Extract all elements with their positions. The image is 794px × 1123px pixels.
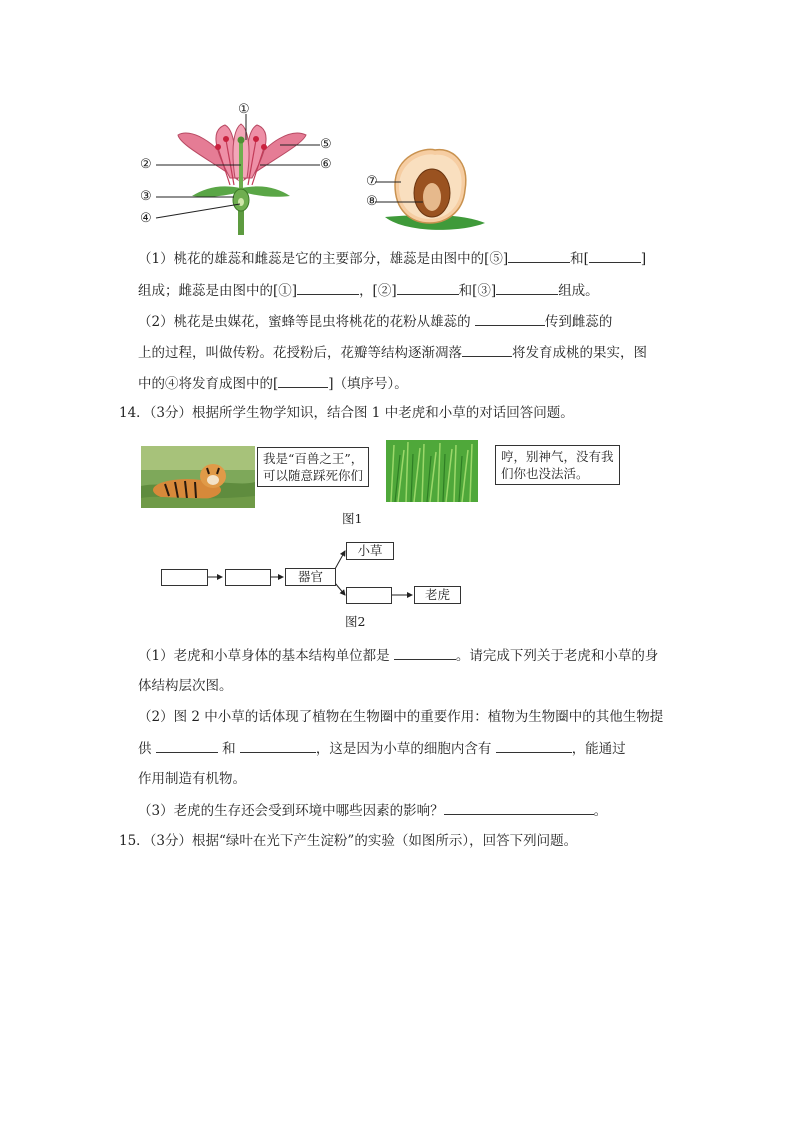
q14-part2-line1 xyxy=(138,707,678,727)
flower-label-5: ⑤ xyxy=(320,137,332,152)
answer-blank[interactable] xyxy=(589,248,641,263)
text: 将发育成桃的果实，图 xyxy=(512,345,647,361)
text: ，[ xyxy=(359,283,378,299)
answer-blank[interactable] xyxy=(394,645,456,660)
figure-1-caption: 图1 xyxy=(342,511,363,526)
tiger-photo xyxy=(141,446,255,508)
text: ] xyxy=(291,283,298,299)
answer-blank[interactable] xyxy=(496,738,572,753)
q14-title: 14．（3分）根据所学生物学知识，结合图 1 中老虎和小草的对话回答问题。 xyxy=(119,405,574,421)
text: （1）桃花的雄蕊和雌蕊是它的主要部分，雄蕊是由图中的[ xyxy=(138,251,490,267)
q13-part2-line1 xyxy=(138,311,678,332)
q13-part1-line1 xyxy=(138,248,678,269)
text: ，这是因为小草的细胞内含有 xyxy=(315,741,492,757)
q13-part2-line2 xyxy=(138,342,678,363)
q14-part3 xyxy=(138,800,678,821)
text: 中的 xyxy=(138,376,165,392)
text: 上的过程，叫做传粉。花授粉后，花瓣等结构逐渐凋落 xyxy=(138,345,462,361)
circled-number: ⑤ xyxy=(489,251,503,267)
text: ，能通过 xyxy=(571,741,626,757)
peach-flower-figure xyxy=(130,100,350,235)
flower-label-6: ⑥ xyxy=(320,157,332,172)
fruit-label-8: ⑧ xyxy=(366,194,378,209)
text: 组成；雌蕊是由图中的[ xyxy=(138,283,279,299)
text: ]（填序号）。 xyxy=(328,376,408,392)
hierarchy-box-organ: 器官 xyxy=(285,568,336,586)
fruit-label-7: ⑦ xyxy=(366,174,378,189)
q14-part2-line2 xyxy=(138,738,678,759)
answer-blank[interactable] xyxy=(475,311,545,326)
text: 和[ xyxy=(458,283,478,299)
text: 。请完成下列关于老虎和小草的身 xyxy=(455,648,659,664)
text: （1）老虎和小草身体的基本结构单位都是 xyxy=(138,648,390,664)
flower-label-2: ② xyxy=(140,157,152,172)
text: 供 xyxy=(138,741,152,757)
text: 和 xyxy=(222,741,236,757)
grass-speech-bubble xyxy=(495,445,620,485)
answer-blank[interactable] xyxy=(240,738,316,753)
circled-number: ② xyxy=(377,283,392,299)
hierarchy-blank-box-system[interactable] xyxy=(346,587,392,604)
speech-line: 哼，别神气，没有我 xyxy=(501,449,614,464)
flower-label-1: ① xyxy=(238,102,250,117)
answer-blank[interactable] xyxy=(444,800,594,815)
answer-blank[interactable] xyxy=(508,248,570,263)
speech-line: 们你也没法活。 xyxy=(501,466,589,481)
q15-title: 15．（3分）根据“绿叶在光下产生淀粉”的实验（如图所示），回答下列问题。 xyxy=(119,833,578,849)
q14-part2-line3: 作用制造有机物。 xyxy=(138,771,246,787)
speech-line: 我是“百兽之王”， xyxy=(263,451,364,466)
hierarchy-blank-box-cell[interactable] xyxy=(161,569,208,586)
hierarchy-blank-box-tissue[interactable] xyxy=(225,569,271,586)
circled-number: ④ xyxy=(165,376,179,392)
figure-2-caption: 图2 xyxy=(345,614,366,629)
answer-blank[interactable] xyxy=(278,373,328,388)
text: 将发育成图中的[ xyxy=(178,376,279,392)
q13-part2-line3 xyxy=(138,373,678,394)
answer-blank[interactable] xyxy=(397,280,459,295)
hierarchy-box-grass: 小草 xyxy=(346,542,394,560)
speech-line: 可以随意踩死你们 xyxy=(263,468,364,483)
text: ] xyxy=(640,251,647,267)
answer-blank[interactable] xyxy=(297,280,359,295)
hierarchy-box-tiger: 老虎 xyxy=(414,586,461,604)
q14-part1-line1 xyxy=(138,645,678,666)
text: 组成。 xyxy=(558,283,599,299)
answer-blank[interactable] xyxy=(156,738,218,753)
text: 。 xyxy=(593,803,608,819)
q14-part1-line2: 体结构层次图。 xyxy=(138,678,233,694)
text: ] xyxy=(490,283,497,299)
answer-blank[interactable] xyxy=(462,342,512,357)
flower-label-3: ③ xyxy=(140,189,152,204)
peach-fruit-figure xyxy=(365,145,495,233)
text: 和[ xyxy=(570,251,589,267)
circled-number: ① xyxy=(278,283,292,299)
text: （2）图 2 中小草的话体现了植物在生物圈中的重要作用：植物为生物圈中的其他生物提 xyxy=(138,709,664,725)
text: 传到雌蕊的 xyxy=(544,314,613,330)
text: （3）老虎的生存还会受到环境中哪些因素的影响？ xyxy=(138,803,444,819)
text: ] xyxy=(502,251,509,267)
q13-part1-line2 xyxy=(138,280,678,301)
text: （2）桃花是虫媒花，蜜蜂等昆虫将桃花的花粉从雄蕊的 xyxy=(138,314,471,330)
text: ] xyxy=(391,283,397,299)
flower-label-4: ④ xyxy=(140,211,152,226)
answer-blank[interactable] xyxy=(496,280,558,295)
circled-number: ③ xyxy=(477,283,491,299)
grass-photo xyxy=(386,440,478,502)
tiger-speech-bubble xyxy=(257,447,369,487)
